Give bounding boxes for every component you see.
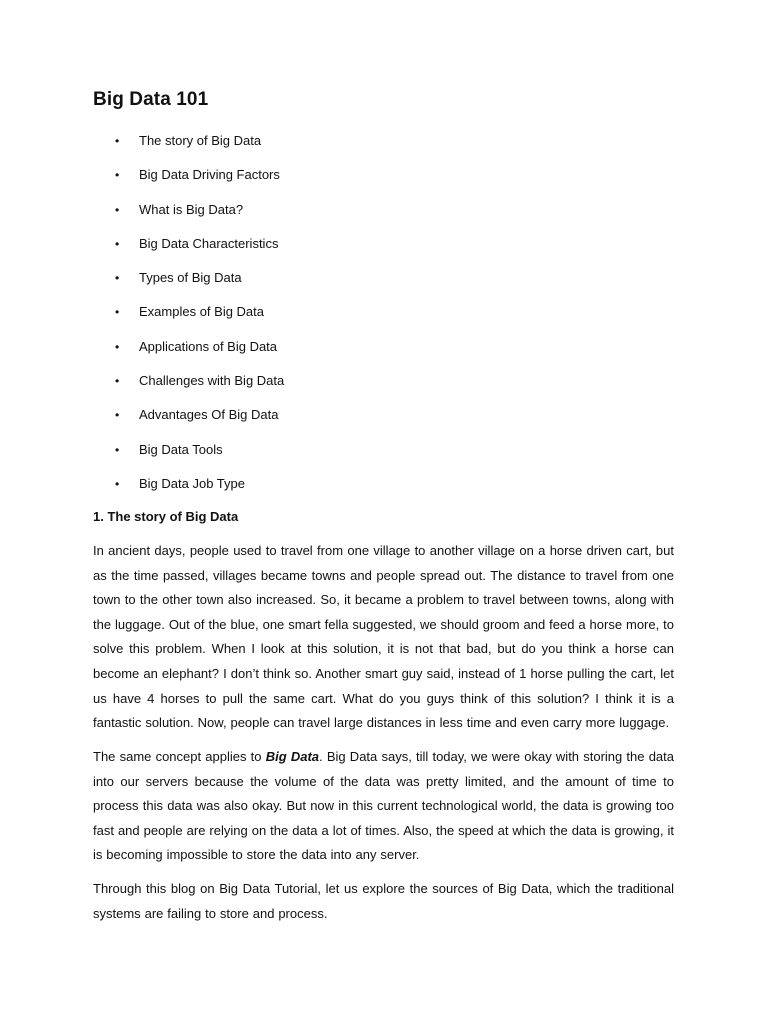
body-paragraph: In ancient days, people used to travel from one village to another village on a horse driven cart, but as the time passed, villages became towns and people spread out. The distance to travel from one town to the other town also increased. So, it became a problem to travel between towns, along with the luggage. Out of the blue, one smart fella suggested, we should groom and feed a horse more, to solve this problem. When I look at this solution, it is not that bad, but do you think a horse can become an elephant? I don’t think so. Another smart guy said, instead of 1 horse pulling the cart, let us have 4 horses to pull the same cart. What do you guys think of this solution? I think it is a fantastic solution. Now, people can travel large distances in less time and even carry more luggage. [93, 543, 674, 731]
bullet-icon: • [115, 339, 120, 354]
toc-item-label: Examples of Big Data [139, 304, 265, 320]
toc-item [93, 232, 284, 266]
emphasized-term: Big Data [265, 749, 320, 764]
toc-item [93, 163, 284, 197]
paragraph-text: . Big Data says, till today, we were okay with storing the data into our servers because the volume of the data was pretty limited, and the amount of time to process this data was also okay. But now in this current technological world, the data is growing too fast and people are relying on the data a lot of times. Also, the speed at which the data is growing, it is becoming impossible to store the data into any server. [93, 749, 675, 863]
document-title: Big Data 101 [93, 89, 209, 110]
bullet-icon: • [115, 374, 120, 389]
toc-item [93, 129, 284, 163]
table-of-contents [93, 129, 284, 506]
toc-item [93, 300, 284, 334]
toc-item-label: The story of Big Data [139, 133, 262, 148]
bullet-icon: • [115, 408, 120, 423]
toc-item-label: Big Data Tools [139, 441, 223, 457]
toc-item [93, 266, 284, 300]
toc-item [93, 438, 284, 472]
section-heading: 1. The story of Big Data [93, 509, 239, 524]
body-paragraph: Through this blog on Big Data Tutorial, let us explore the sources of Big Data, which the traditional systems are failing to store and process. [93, 881, 674, 921]
bullet-icon: • [115, 476, 120, 491]
bullet-icon: • [115, 442, 120, 457]
toc-item-label: Types of Big Data [139, 270, 242, 286]
paragraph-text: The same concept applies to [93, 749, 266, 764]
toc-item-label: What is Big Data? [139, 201, 244, 217]
toc-item-label: Big Data Driving Factors [139, 167, 280, 183]
bullet-icon: • [115, 202, 120, 217]
toc-item [93, 403, 284, 437]
toc-item [93, 472, 284, 506]
bullet-icon: • [115, 168, 120, 183]
body-paragraph [93, 745, 674, 868]
toc-item-label: Big Data Characteristics [139, 235, 279, 251]
toc-item [93, 335, 284, 369]
toc-item-label: Big Data Job Type [139, 475, 245, 491]
bullet-icon: • [115, 134, 120, 148]
toc-item-label: Advantages Of Big Data [139, 407, 279, 423]
bullet-icon: • [115, 305, 120, 320]
toc-item-label: Challenges with Big Data [139, 373, 285, 389]
bullet-icon: • [115, 236, 120, 251]
toc-item [93, 369, 284, 403]
toc-item [93, 198, 284, 232]
toc-item-label: Applications of Big Data [139, 338, 278, 354]
bullet-icon: • [115, 271, 120, 286]
